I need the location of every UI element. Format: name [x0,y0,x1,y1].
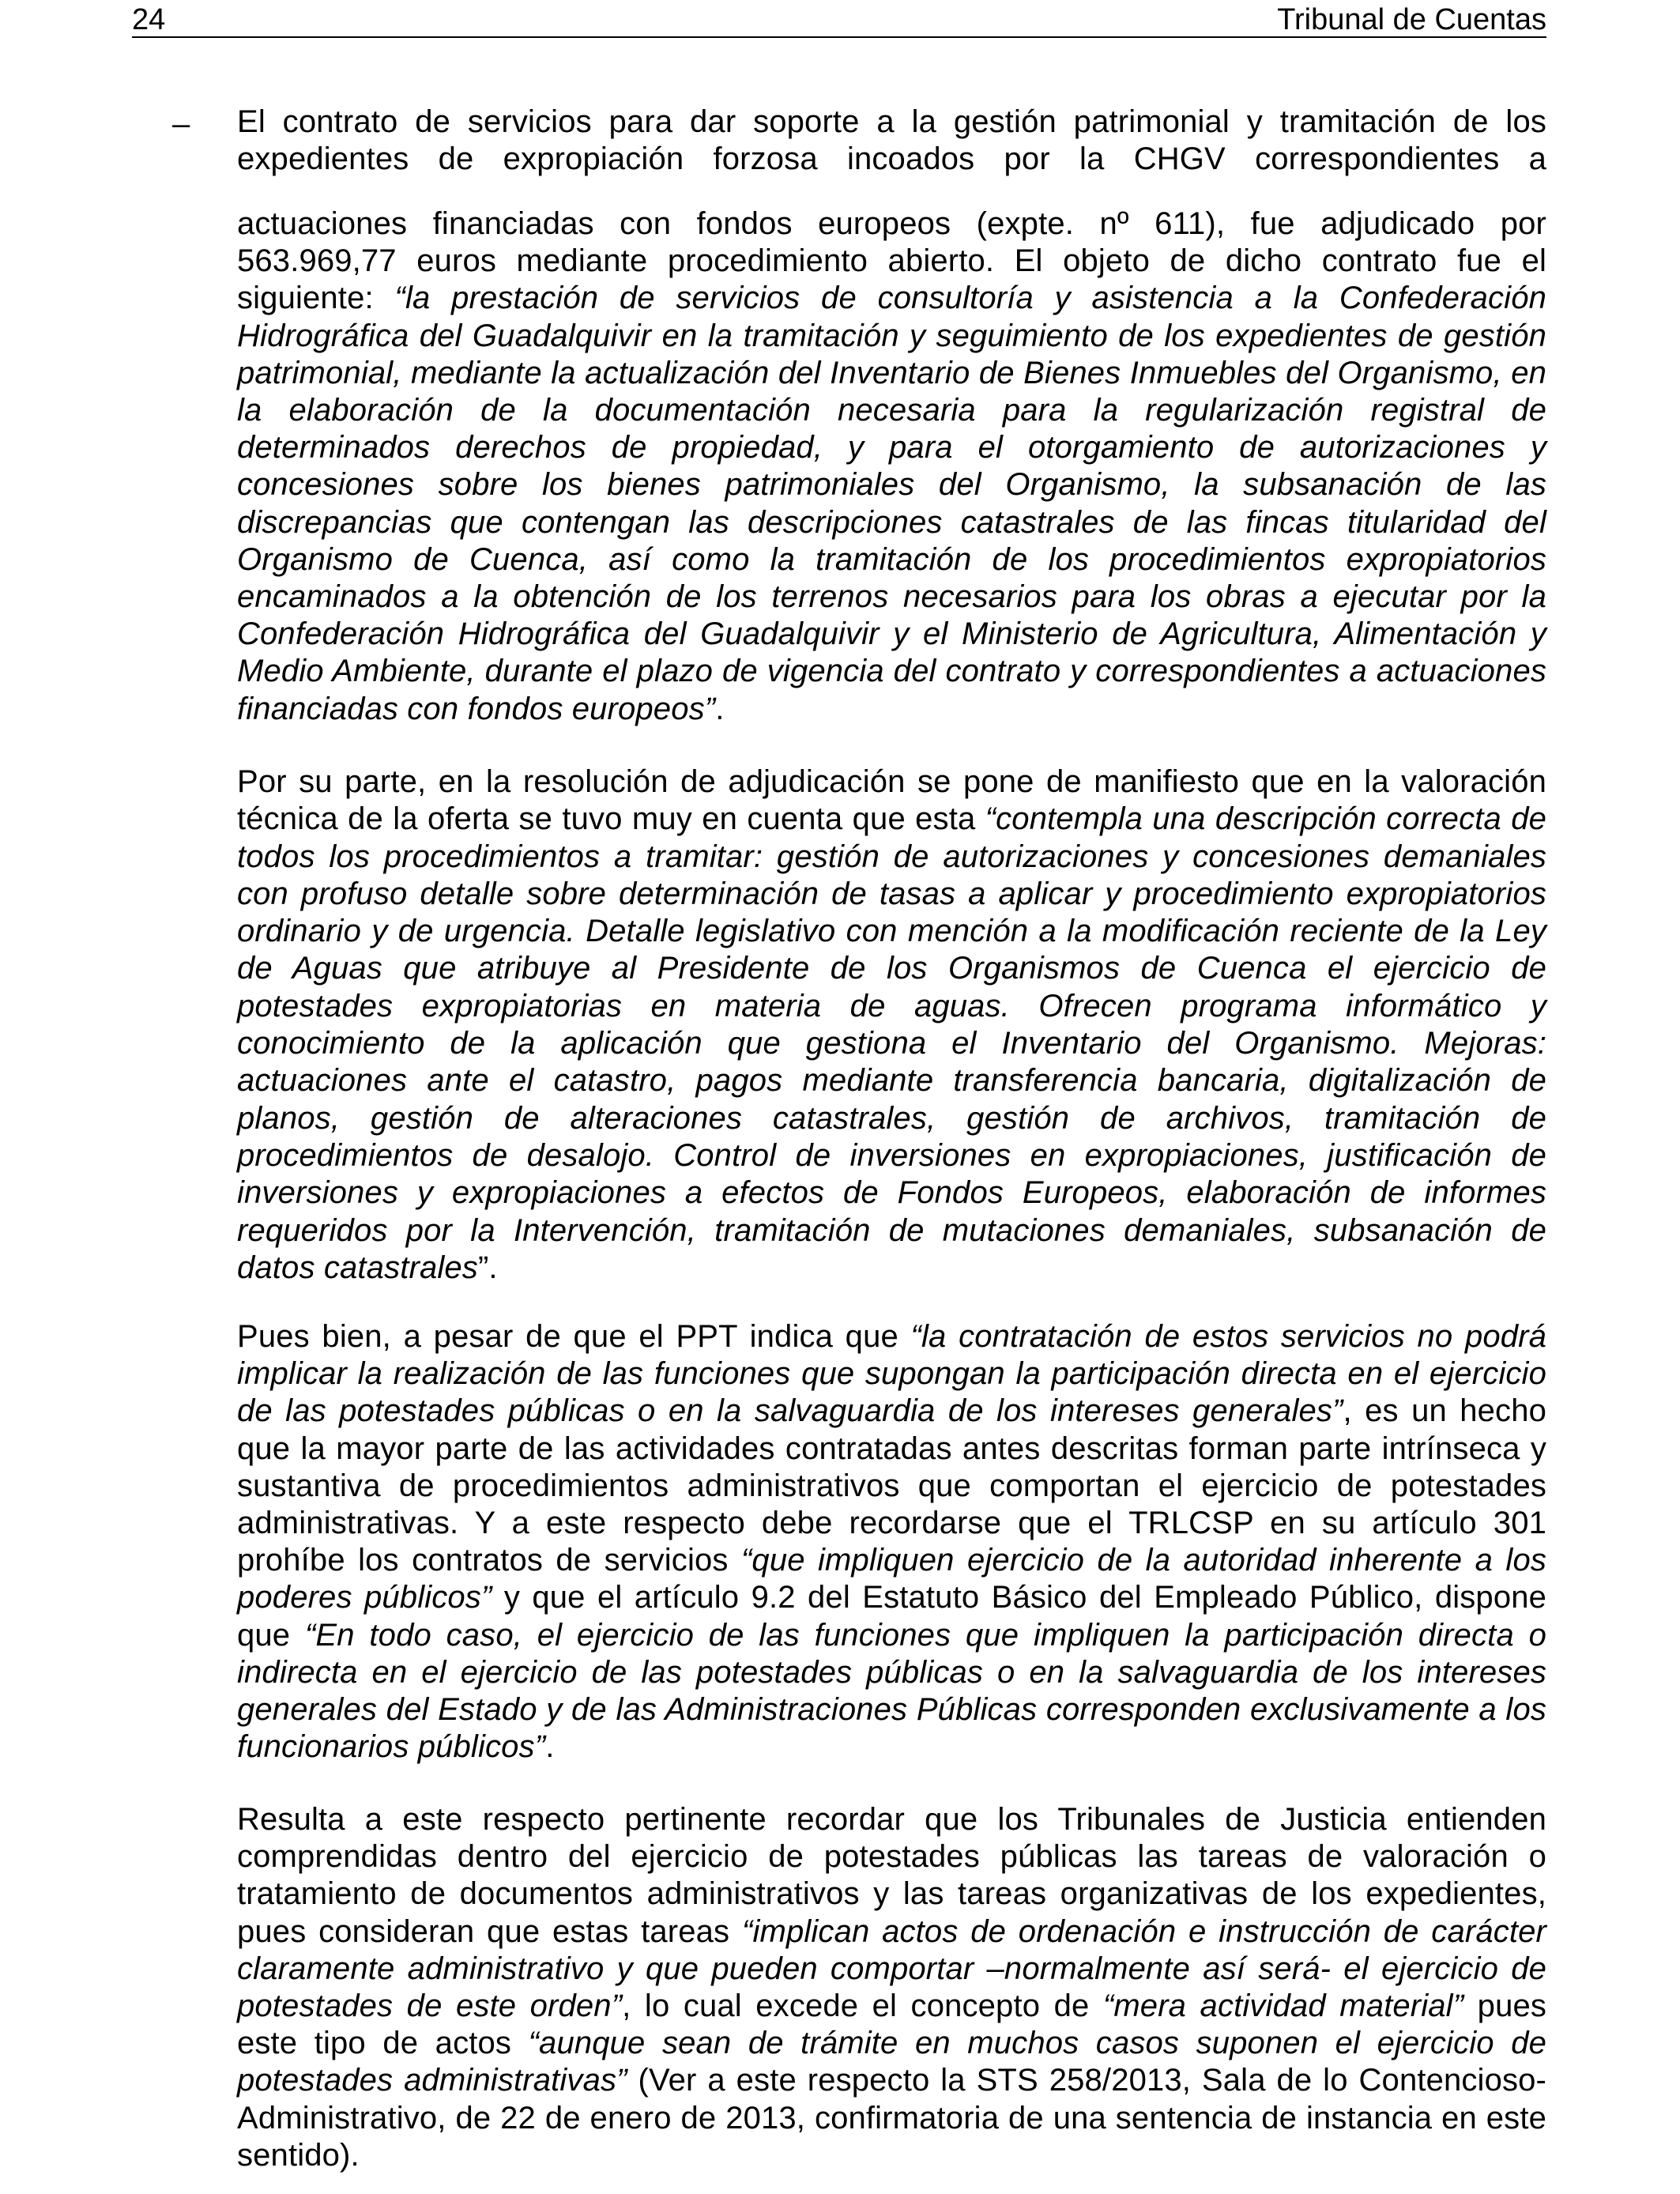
quoted-text-segment: “la contratación de estos servicios no podrá implicar la realización de las funciones que supongan la participación directa en el ejercicio de las potestades públicas o en la salvaguardia de los intereses generales” [237,1319,1546,1429]
paragraph-contract-intro [237,104,1546,178]
paragraph-ppt-analysis [237,1318,1546,1766]
paragraph-contract-object [237,205,1546,728]
text-segment: ”. [477,1250,498,1285]
list-bullet-dash: – [172,107,190,141]
header-title: Tribunal de Cuentas [1277,3,1546,36]
quoted-text-segment: “implican actos de ordenación e instrucción de carácter claramente administrativo y que pueden comportar –normalmente así será- el ejercicio de potestades de este orden” [237,1913,1546,2024]
text-segment: actuaciones financiadas con fondos europeos (expte. nº 611), fue adjudicado por 563.969,77 euros mediante procedimiento abierto. El objeto de dicho contrato fue el siguiente: [237,206,1546,316]
text-segment: (Ver a este respecto la STS 258/2013, Sala de lo Contencioso-Administrativo, de 22 de enero de 2013, confirmatoria de una sentencia de instancia en este sentido). [237,2063,1547,2173]
text-segment: . [545,1729,555,1765]
text-segment: , es un hecho que la mayor parte de las actividades contratadas antes descritas forman parte intrínseca y sustantiva de procedimientos administrativos que comportan el ejercicio de potestades administrativas. Y a este respecto debe recordarse que el TRLCSP en su artículo 301 prohíbe los contratos de servicios [237,1393,1546,1578]
text-segment: Pues bien, a pesar de que el PPT indica que [237,1319,911,1354]
text-segment: pues este tipo de actos [237,1989,1547,2061]
paragraph-court-doctrine [237,1801,1546,2174]
text-segment: El contrato de servicios para dar soporte a la gestión patrimonial y tramitación de los expedientes de expropiación forzosa incoados por la CHGV correspondientes a [237,104,1546,176]
quoted-text-segment: “mera actividad material” [1102,1989,1464,2024]
page-header [132,0,1546,38]
text-segment: Resulta a este respecto pertinente recordar que los Tribunales de Justicia entienden comprendidas dentro del ejercicio de potestades públicas las tareas de valoración o tratamiento de documentos administrativos y las tareas organizativas de los expedientes, pues consideran que estas tareas [237,1802,1546,1949]
text-segment: y que el artículo 9.2 del Estatuto Básico del Empleado Público, dispone que [237,1580,1547,1653]
text-segment: Por su parte, en la resolución de adjudicación se pone de manifiesto que en la valoración técnica de la oferta se tuvo muy en cuenta que esta [237,764,1546,837]
quoted-text-segment: “En todo caso, el ejercicio de las funciones que impliquen la participación directa o indirecta en el ejercicio de las potestades públicas o en la salvaguardia de los intereses generales del Estado y de las Administraciones Públicas corresponden exclusivamente a los funcionarios públicos” [237,1617,1546,1765]
text-segment: , lo cual excede el concepto de [622,1989,1103,2024]
paragraph-adjudication-resolution [237,763,1546,1287]
quoted-text-segment: “contempla una descripción correcta de todos los procedimientos a tramitar: gestión de autorizaciones y concesiones demaniales con profuso detalle sobre determinación de tasas a aplicar y procedimiento expropiatorios ordinario y de urgencia. Detalle legislativo con mención a la modificación reciente de la Ley de Aguas que atribuye al Presidente de los Organismos de Cuenca el ejercicio de potestades expropiatorias en materia de aguas. Ofrecen programa informático y conocimiento de la aplicación que gestiona el Inventario del Organismo. Mejoras: actuaciones ante el catastro, pagos mediante transferencia bancaria, digitalización de planos, gestión de alteraciones catastrales, gestión de archivos, tramitación de procedimientos de desalojo. Control de inversiones en expropiaciones, justificación de inversiones y expropiaciones a efectos de Fondos Europeos, elaboración de informes requeridos por la Intervención, tramitación de mutaciones demaniales, subsanación de datos catastrales [237,801,1546,1285]
text-segment: . [715,691,725,726]
page-number: 24 [132,3,166,36]
quoted-text-segment: “la prestación de servicios de consultoría y asistencia a la Confederación Hidrográfica del Guadalquivir en la tramitación y seguimiento de los expedientes de gestión patrimonial, mediante la actualización del Inventario de Bienes Inmuebles del Organismo, en la elaboración de la documentación necesaria para la regularización registral de determinados derechos de propiedad, y para el otorgamiento de autorizaciones y concesiones sobre los bienes patrimoniales del Organismo, la subsanación de las discrepancias que contengan las descripciones catastrales de las fincas titularidad del Organismo de Cuenca, así como la tramitación de los procedimientos expropiatorios encaminados a la obtención de los terrenos necesarios para los obras a ejecutar por la Confederación Hidrográfica del Guadalquivir y el Ministerio de Agricultura, Alimentación y Medio Ambiente, durante el plazo de vigencia del contrato y correspondientes a actuaciones financiadas con fondos europeos” [237,281,1546,726]
quoted-text-segment: “aunque sean de trámite en muchos casos suponen el ejercicio de potestades administrativas” [237,2026,1546,2098]
quoted-text-segment: “que impliquen ejercicio de la autoridad inherente a los poderes públicos” [237,1543,1546,1615]
